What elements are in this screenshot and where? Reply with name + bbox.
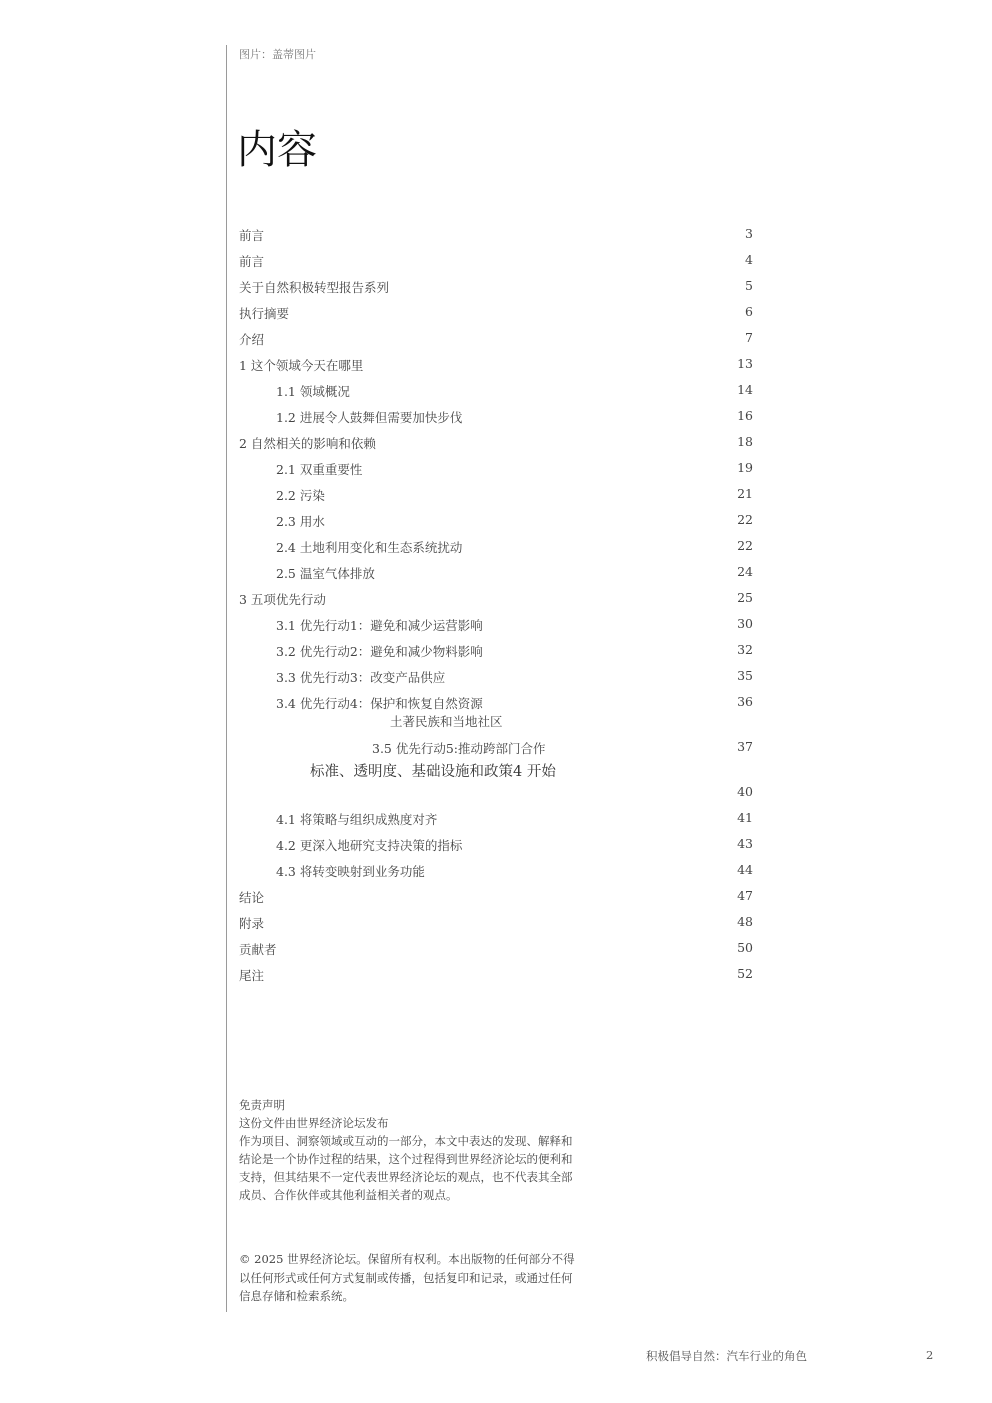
toc-entry-page: 25 xyxy=(737,590,753,605)
toc-entry[interactable] xyxy=(239,356,753,376)
toc-entry-label: 4.1 将策略与组织成熟度对齐 xyxy=(276,812,438,827)
toc-entry-page: 3 xyxy=(745,226,753,241)
toc-entry-label: 4.2 更深入地研究支持决策的指标 xyxy=(276,838,463,853)
toc-entry-page: 4 xyxy=(745,252,753,267)
toc-entry-label: 2 自然相关的影响和依赖 xyxy=(239,436,376,451)
toc-entry-page: 7 xyxy=(745,330,753,345)
toc-entry-label: 贡献者 xyxy=(239,942,277,957)
toc-entry[interactable] xyxy=(239,486,753,506)
toc-entry-page: 22 xyxy=(737,538,753,553)
toc-entry-label: 介绍 xyxy=(239,332,265,347)
toc-entry-label: 关于自然积极转型报告系列 xyxy=(239,280,390,295)
toc-entry-label: 3.4 优先行动4：保护和恢复自然资源 xyxy=(276,696,483,711)
toc-entry-page: 19 xyxy=(737,460,753,475)
toc-entry-label: 1.2 进展令人鼓舞但需要加快步伐 xyxy=(276,410,463,425)
toc-entry-page: 43 xyxy=(737,836,753,851)
toc-entry[interactable] xyxy=(239,408,753,428)
toc-entry-page: 13 xyxy=(737,356,753,371)
toc-entry[interactable] xyxy=(239,739,753,759)
toc-entry[interactable] xyxy=(239,642,753,662)
toc-entry-label: 前言 xyxy=(239,228,265,243)
toc-entry[interactable] xyxy=(239,668,753,688)
toc-entry-page: 32 xyxy=(737,642,753,657)
toc-entry[interactable] xyxy=(239,966,753,986)
toc-entry[interactable] xyxy=(239,784,753,804)
toc-entry-label: 2.4 土地利用变化和生态系统扰动 xyxy=(276,540,463,555)
toc-entry[interactable] xyxy=(239,694,753,714)
footer-page-number: 2 xyxy=(926,1348,934,1362)
toc-entry-label: 1 这个领域今天在哪里 xyxy=(239,358,364,373)
toc-entry[interactable] xyxy=(239,590,753,610)
disclaimer xyxy=(239,1096,579,1204)
toc-entry-page: 41 xyxy=(737,810,753,825)
toc-entry[interactable] xyxy=(239,538,753,558)
toc-entry[interactable] xyxy=(239,810,753,830)
toc-entry-label: 3.1 优先行动1：避免和减少运营影响 xyxy=(276,618,483,633)
footer-title: 积极倡导自然：汽车行业的角色 xyxy=(646,1349,807,1363)
toc-entry[interactable] xyxy=(239,304,753,324)
toc-entry[interactable] xyxy=(239,914,753,934)
toc-entry-label: 2.2 污染 xyxy=(276,488,325,503)
toc-entry-label: 结论 xyxy=(239,890,265,905)
toc-entry[interactable] xyxy=(239,616,753,636)
toc-entry[interactable] xyxy=(239,278,753,298)
toc-entry[interactable] xyxy=(239,226,753,246)
toc-entry[interactable] xyxy=(239,252,753,272)
toc-entry-label: 3.3 优先行动3：改变产品供应 xyxy=(276,670,446,685)
toc-continuation-line: 土著民族和当地社区 xyxy=(390,714,503,729)
toc-entry-page: 36 xyxy=(737,694,753,709)
toc-entry-page: 48 xyxy=(737,914,753,929)
toc-entry[interactable] xyxy=(239,512,753,532)
disclaimer-heading: 免责声明 xyxy=(239,1098,285,1112)
toc-entry-page: 50 xyxy=(737,940,753,955)
toc-entry[interactable] xyxy=(239,434,753,454)
toc-entry-label: 3.2 优先行动2：避免和减少物料影响 xyxy=(276,644,483,659)
toc-entry-page: 22 xyxy=(737,512,753,527)
toc-entry-page: 47 xyxy=(737,888,753,903)
toc-entry[interactable] xyxy=(239,862,753,882)
toc-entry[interactable] xyxy=(239,382,753,402)
toc-entry[interactable] xyxy=(239,330,753,350)
toc-entry-page: 14 xyxy=(737,382,753,397)
copyright-notice: © 2025 世界经济论坛。保留所有权利。本出版物的任何部分不得以任何形式或任何方式复制或传播，包括复印和记录，或通过任何信息存储和检索系统。 xyxy=(239,1252,575,1303)
toc-entry-label: 2.3 用水 xyxy=(276,514,325,529)
toc-entry-page: 6 xyxy=(745,304,753,319)
toc-entry-label: 尾注 xyxy=(239,968,265,983)
toc-entry-page: 37 xyxy=(737,739,753,754)
toc-entry[interactable] xyxy=(239,564,753,584)
toc-entry-label: 执行摘要 xyxy=(239,306,290,321)
page-title: 内容 xyxy=(237,127,317,173)
disclaimer-body: 作为项目、洞察领域或互动的一部分，本文中表达的发现、解释和结论是一个协作过程的结果，这个过程得到世界经济论坛的便利和支持，但其结果不一定代表世界经济论坛的观点，也不代表其全部成员、合作伙伴或其他利益相关者的观点。 xyxy=(239,1134,573,1202)
toc-entry-page: 16 xyxy=(737,408,753,423)
image-caption: 图片：盖蒂图片 xyxy=(239,48,316,61)
toc-entry-label: 2.1 双重重要性 xyxy=(276,462,363,477)
toc-entry-page: 30 xyxy=(737,616,753,631)
toc-entry-label: 1.1 领域概况 xyxy=(276,384,350,399)
toc-entry-label: 2.5 温室气体排放 xyxy=(276,566,375,581)
toc-entry[interactable] xyxy=(239,836,753,856)
toc-entry-page: 40 xyxy=(737,784,753,799)
toc-entry[interactable] xyxy=(239,460,753,480)
toc-entry-label: 前言 xyxy=(239,254,265,269)
toc-entry-page: 5 xyxy=(745,278,753,293)
toc-entry-page: 24 xyxy=(737,564,753,579)
toc-entry[interactable] xyxy=(239,888,753,908)
toc-entry-label: 3 五项优先行动 xyxy=(239,592,326,607)
toc-entry-page: 52 xyxy=(737,966,753,981)
toc-entry[interactable] xyxy=(239,940,753,960)
margin-rule xyxy=(226,45,227,1312)
toc-entry-label: 3.5 优先行动5:推动跨部门合作 xyxy=(372,741,546,756)
disclaimer-line: 这份文件由世界经济论坛发布 xyxy=(239,1116,389,1130)
toc-entry-page: 21 xyxy=(737,486,753,501)
toc-entry-label: 附录 xyxy=(239,916,265,931)
toc-entry-label: 4.3 将转变映射到业务功能 xyxy=(276,864,425,879)
toc-entry-page: 18 xyxy=(737,434,753,449)
toc-entry-page: 35 xyxy=(737,668,753,683)
toc-entry-page: 44 xyxy=(737,862,753,877)
toc-continuation-line: 标准、透明度、基础设施和政策4 开始 xyxy=(310,764,556,780)
